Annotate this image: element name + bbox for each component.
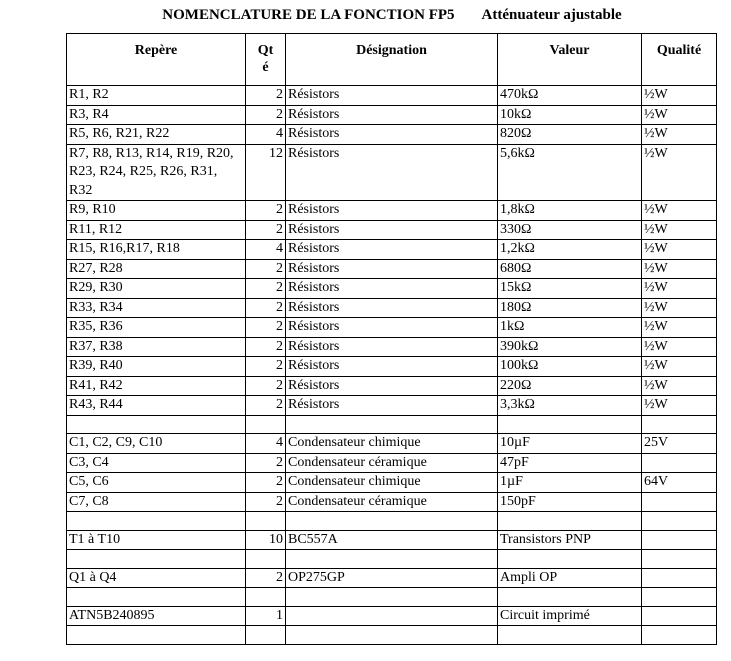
cell-valeur: 100kΩ (498, 357, 642, 377)
cell-qte: 2 (246, 298, 286, 318)
cell-qualite: ½W (642, 201, 717, 221)
cell-qualite (642, 530, 717, 550)
table-row (67, 606, 717, 626)
cell-qte: 2 (246, 220, 286, 240)
table-row (67, 144, 717, 201)
table-row (67, 240, 717, 260)
cell-valeur: 680Ω (498, 259, 642, 279)
cell-qualite: ½W (642, 337, 717, 357)
cell-designation: Condensateur chimique (286, 473, 498, 493)
cell-designation: Résistors (286, 240, 498, 260)
cell-valeur (498, 588, 642, 607)
table-row (67, 125, 717, 145)
cell-qte: 4 (246, 240, 286, 260)
cell-designation: BC557A (286, 530, 498, 550)
cell-qualite (642, 415, 717, 434)
cell-qualite (642, 550, 717, 569)
cell-designation: Résistors (286, 298, 498, 318)
cell-valeur: 10µF (498, 434, 642, 454)
cell-valeur: Circuit imprimé (498, 606, 642, 626)
cell-designation (286, 588, 498, 607)
cell-qte: 2 (246, 86, 286, 106)
cell-qte (246, 626, 286, 645)
cell-repere: R43, R44 (67, 396, 246, 416)
cell-designation (286, 415, 498, 434)
cell-designation: Résistors (286, 259, 498, 279)
cell-qte: 2 (246, 568, 286, 588)
cell-qte: 2 (246, 318, 286, 338)
cell-designation (286, 550, 498, 569)
table-row (67, 473, 717, 493)
table-row (67, 337, 717, 357)
cell-qualite: ½W (642, 259, 717, 279)
cell-repere: R41, R42 (67, 376, 246, 396)
cell-valeur: 330Ω (498, 220, 642, 240)
cell-qte: 2 (246, 396, 286, 416)
cell-repere: C1, C2, C9, C10 (67, 434, 246, 454)
table-row (67, 453, 717, 473)
nomenclature-table (66, 33, 717, 645)
cell-designation: Condensateur céramique (286, 453, 498, 473)
column-header-repere: Repère (67, 34, 246, 86)
cell-qualite (642, 588, 717, 607)
table-row (67, 396, 717, 416)
cell-repere: Q1 à Q4 (67, 568, 246, 588)
table-row (67, 318, 717, 338)
cell-valeur: 220Ω (498, 376, 642, 396)
table-row (67, 512, 717, 531)
cell-repere: R39, R40 (67, 357, 246, 377)
page-title-main: NOMENCLATURE DE LA FONCTION FP5 (162, 7, 455, 23)
cell-qualite: ½W (642, 279, 717, 299)
table-row (67, 201, 717, 221)
cell-repere: R7, R8, R13, R14, R19, R20, R23, R24, R25, R26, R31, R32 (67, 144, 246, 201)
cell-repere (67, 588, 246, 607)
cell-valeur: 1µF (498, 473, 642, 493)
cell-valeur: Ampli OP (498, 568, 642, 588)
cell-valeur: 150pF (498, 492, 642, 512)
table-row (67, 415, 717, 434)
cell-designation: Résistors (286, 105, 498, 125)
cell-designation: Résistors (286, 279, 498, 299)
cell-qualite: ½W (642, 86, 717, 106)
column-header-qualite: Qualité (642, 34, 717, 86)
table-row (67, 220, 717, 240)
cell-qte: 4 (246, 434, 286, 454)
cell-qualite (642, 512, 717, 531)
cell-designation: Résistors (286, 357, 498, 377)
cell-valeur (498, 512, 642, 531)
cell-designation: Résistors (286, 201, 498, 221)
cell-valeur: 47pF (498, 453, 642, 473)
cell-valeur: Transistors PNP (498, 530, 642, 550)
cell-qualite (642, 606, 717, 626)
cell-qualite: ½W (642, 125, 717, 145)
cell-designation: Condensateur chimique (286, 434, 498, 454)
cell-repere: R29, R30 (67, 279, 246, 299)
cell-repere (67, 626, 246, 645)
table-header (67, 34, 717, 86)
cell-valeur (498, 550, 642, 569)
cell-repere: R27, R28 (67, 259, 246, 279)
cell-designation: Résistors (286, 396, 498, 416)
table-row (67, 86, 717, 106)
cell-valeur: 1kΩ (498, 318, 642, 338)
cell-designation: Résistors (286, 220, 498, 240)
cell-qte: 2 (246, 201, 286, 221)
cell-repere: ATN5B240895 (67, 606, 246, 626)
cell-designation: Résistors (286, 337, 498, 357)
cell-qte: 1 (246, 606, 286, 626)
table-row (67, 550, 717, 569)
cell-qualite: ½W (642, 240, 717, 260)
table-row (67, 568, 717, 588)
cell-repere (67, 550, 246, 569)
cell-qualite: 64V (642, 473, 717, 493)
page-title-subtitle: Atténuateur ajustable (481, 7, 622, 23)
cell-repere (67, 415, 246, 434)
cell-repere: R35, R36 (67, 318, 246, 338)
page-title (67, 4, 717, 26)
table-row (67, 530, 717, 550)
cell-qte (246, 512, 286, 531)
cell-designation (286, 606, 498, 626)
table-row (67, 626, 717, 645)
table-row (67, 357, 717, 377)
cell-repere: R11, R12 (67, 220, 246, 240)
cell-valeur: 1,2kΩ (498, 240, 642, 260)
cell-qte: 2 (246, 105, 286, 125)
table-row (67, 588, 717, 607)
cell-valeur: 820Ω (498, 125, 642, 145)
cell-qualite: ½W (642, 357, 717, 377)
cell-qte: 2 (246, 492, 286, 512)
cell-qte: 2 (246, 279, 286, 299)
cell-designation: Condensateur céramique (286, 492, 498, 512)
cell-repere: C7, C8 (67, 492, 246, 512)
cell-qte: 2 (246, 453, 286, 473)
cell-valeur: 470kΩ (498, 86, 642, 106)
table-row (67, 105, 717, 125)
cell-designation: Résistors (286, 318, 498, 338)
cell-qte: 2 (246, 337, 286, 357)
column-header-designation: Désignation (286, 34, 498, 86)
cell-qte: 2 (246, 259, 286, 279)
cell-qualite (642, 453, 717, 473)
cell-repere: R3, R4 (67, 105, 246, 125)
cell-qte: 10 (246, 530, 286, 550)
cell-valeur (498, 626, 642, 645)
cell-repere: R15, R16,R17, R18 (67, 240, 246, 260)
cell-repere: R9, R10 (67, 201, 246, 221)
cell-repere: R1, R2 (67, 86, 246, 106)
cell-qte (246, 588, 286, 607)
table-row (67, 492, 717, 512)
cell-qualite (642, 568, 717, 588)
cell-repere: R37, R38 (67, 337, 246, 357)
table-row (67, 279, 717, 299)
cell-repere (67, 512, 246, 531)
cell-valeur: 5,6kΩ (498, 144, 642, 201)
cell-valeur: 10kΩ (498, 105, 642, 125)
cell-valeur: 3,3kΩ (498, 396, 642, 416)
cell-qte: 2 (246, 376, 286, 396)
cell-qte: 2 (246, 357, 286, 377)
cell-qualite: ½W (642, 298, 717, 318)
cell-qte (246, 550, 286, 569)
table-row (67, 376, 717, 396)
cell-qualite: ½W (642, 396, 717, 416)
cell-designation: Résistors (286, 125, 498, 145)
cell-qte: 2 (246, 473, 286, 493)
cell-repere: R5, R6, R21, R22 (67, 125, 246, 145)
cell-designation (286, 626, 498, 645)
cell-valeur: 15kΩ (498, 279, 642, 299)
cell-repere: C5, C6 (67, 473, 246, 493)
column-header-qte: Qté (246, 34, 286, 86)
cell-qualite: ½W (642, 318, 717, 338)
cell-designation: Résistors (286, 376, 498, 396)
cell-qualite (642, 492, 717, 512)
cell-qualite: ½W (642, 376, 717, 396)
table-header-row (67, 34, 717, 86)
table-row (67, 259, 717, 279)
cell-valeur: 390kΩ (498, 337, 642, 357)
cell-qte (246, 415, 286, 434)
cell-repere: R33, R34 (67, 298, 246, 318)
table-row (67, 434, 717, 454)
cell-designation: Résistors (286, 86, 498, 106)
cell-valeur: 1,8kΩ (498, 201, 642, 221)
cell-qualite: 25V (642, 434, 717, 454)
cell-qualite (642, 626, 717, 645)
cell-qualite: ½W (642, 105, 717, 125)
cell-repere: T1 à T10 (67, 530, 246, 550)
cell-qualite: ½W (642, 144, 717, 201)
cell-qte: 12 (246, 144, 286, 201)
cell-valeur (498, 415, 642, 434)
column-header-valeur: Valeur (498, 34, 642, 86)
cell-valeur: 180Ω (498, 298, 642, 318)
cell-designation: OP275GP (286, 568, 498, 588)
cell-designation (286, 512, 498, 531)
table-row (67, 298, 717, 318)
cell-designation: Résistors (286, 144, 498, 201)
cell-qte: 4 (246, 125, 286, 145)
table-body (67, 86, 717, 645)
cell-qualite: ½W (642, 220, 717, 240)
cell-repere: C3, C4 (67, 453, 246, 473)
